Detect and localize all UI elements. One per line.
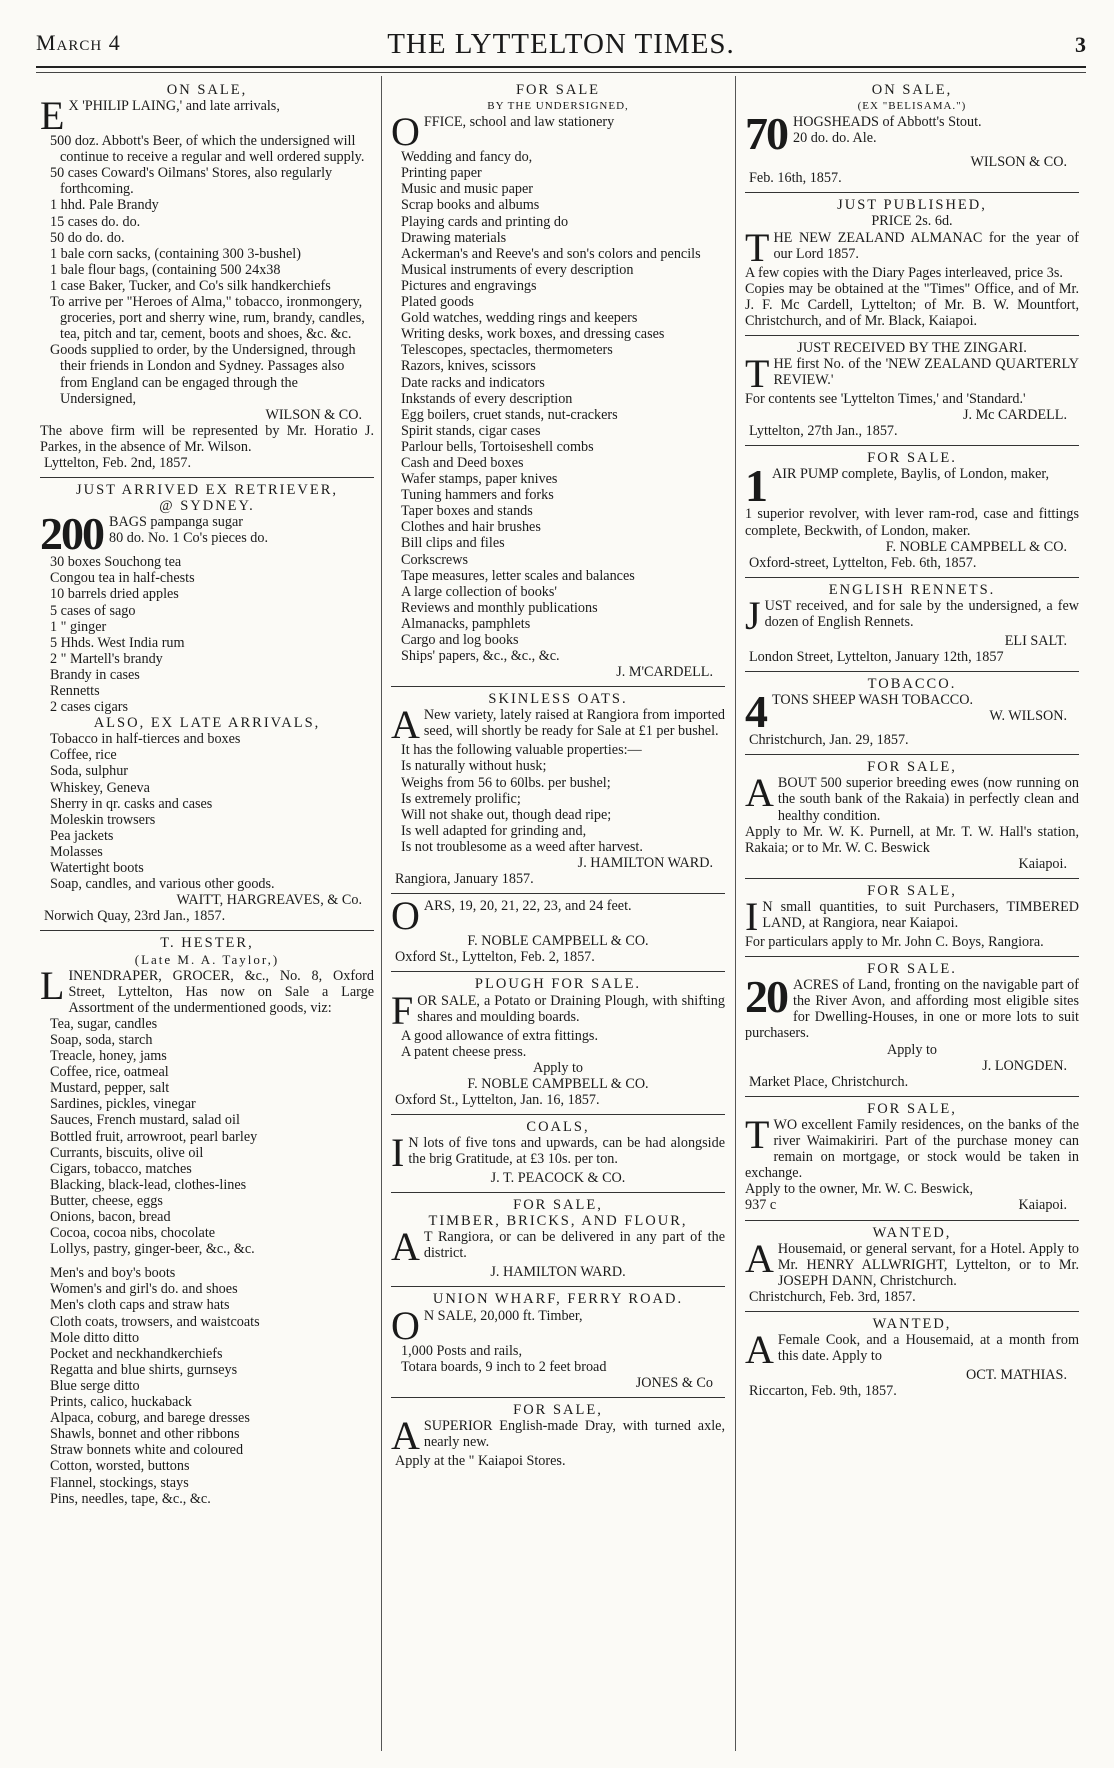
ad-air-pump — [745, 446, 1079, 577]
list-item: Almanacks, pamphlets — [401, 615, 531, 632]
list-item: Egg boilers, cruet stands, nut-crackers — [401, 406, 618, 423]
ad-intro: TONS SHEEP WASH TOBACCO. — [772, 692, 974, 709]
ad-heading: T. HESTER, — [160, 935, 254, 952]
big-number: 70 — [745, 114, 787, 155]
list-item: Clothes and hair brushes — [401, 519, 541, 536]
list-item: Tobacco in half-tierces and boxes — [50, 731, 241, 748]
list-item: Mole ditto ditto — [50, 1329, 140, 1346]
list-item: Playing cards and printing do — [401, 213, 569, 230]
ad-heading: FOR SALE, — [867, 1100, 957, 1117]
ad-heading: JUST RECEIVED BY THE ZINGARI. — [797, 339, 1027, 356]
list-item: Pictures and engravings — [401, 277, 537, 294]
column-2 — [391, 78, 725, 1475]
list-item: A patent cheese press. — [401, 1043, 527, 1060]
list-item: 1,000 Posts and rails, — [401, 1342, 522, 1359]
list-item: 5 cases of sago — [50, 602, 136, 619]
list-item: Tuning hammers and forks — [401, 487, 554, 504]
ad-signature: F. NOBLE CAMPBELL & CO. — [885, 538, 1067, 555]
column-rule-1 — [381, 76, 382, 1751]
item-list — [391, 1343, 725, 1375]
ad-family-residences — [745, 1097, 1079, 1221]
drop-cap: O — [391, 1307, 420, 1343]
ad-timber-bricks-flour — [391, 1193, 725, 1287]
list-item: Is not troublesome as a weed after harvest. — [401, 838, 643, 855]
ad-body-1: For contents see 'Lyttelton Times,' and 'Standard.' — [745, 391, 1026, 408]
masthead-rule — [36, 72, 1086, 73]
ad-heading: SKINLESS OATS. — [488, 691, 628, 708]
list-item: Coffee, rice — [50, 747, 117, 764]
list-item: It has the following valuable properties:— — [401, 742, 642, 759]
list-item: Tape measures, letter scales and balances — [401, 567, 635, 584]
list-item: Ackerman's and Reeve's and son's colors and pencils — [401, 245, 701, 262]
list-item: Currants, biscuits, olive oil — [50, 1144, 204, 1161]
list-item: A large collection of books' — [401, 583, 557, 600]
list-item: Treacle, honey, jams — [50, 1048, 167, 1065]
drop-cap: J — [745, 597, 761, 633]
ad-stout — [745, 78, 1079, 193]
list-item: 15 cases do. do. — [50, 213, 141, 230]
ad-heading: FOR SALE, — [867, 882, 957, 899]
list-item: Goods supplied to order, by the Undersigned, through their friends in London and Sydney. Passages also from England can be engaged through the Undersigned, — [50, 342, 356, 407]
list-item: Moleskin trowsers — [50, 811, 156, 828]
ad-intro: AIR PUMP complete, Baylis, of London, maker, — [772, 466, 1050, 483]
drop-cap: T — [745, 1116, 770, 1157]
ad-signature: J. Mc CARDELL. — [962, 407, 1067, 424]
ad-wanted-housemaid — [745, 1221, 1079, 1312]
list-item: Congou tea in half-chests — [50, 570, 195, 587]
list-item: Alpaca, coburg, and barege dresses — [50, 1410, 250, 1427]
ad-intro: FFICE, school and law stationery — [423, 114, 615, 131]
ad-body-1: Apply to the owner, Mr. W. C. Beswick, — [745, 1181, 973, 1198]
ad-intro: N lots of five tons and upwards, can be had alongside the brig Gratitude, at £3 10s. per ton. — [408, 1135, 725, 1168]
ad-body-1: 1 superior revolver, with lever ram-rod, case and fittings complete, Beckwith, of London, maker. — [745, 506, 1079, 539]
list-item: Reviews and monthly publications — [401, 599, 598, 616]
drop-cap: A — [745, 775, 774, 816]
ad-date: Lyttelton, Feb. 2nd, 1857. — [44, 454, 191, 471]
list-item: 10 barrels dried apples — [50, 586, 179, 603]
ad-timbered-land — [745, 879, 1079, 957]
list-item: Cotton, worsted, buttons — [50, 1458, 190, 1475]
list-item: Plated goods — [401, 294, 474, 311]
list-item: Soda, sulphur — [50, 763, 129, 780]
ad-date: Oxford-street, Lyttelton, Feb. 6th, 1857. — [749, 554, 977, 571]
list-item: Is extremely prolific; — [401, 790, 521, 807]
list-item: Razors, knives, scissors — [401, 358, 536, 375]
list-item: Shawls, bonnet and other ribbons — [50, 1426, 240, 1443]
list-item: 1 hhd. Pale Brandy — [50, 197, 159, 214]
ad-heading: WANTED, — [872, 1315, 952, 1332]
ad-place: Kaiapoi. — [1018, 855, 1067, 872]
ad-intro: New variety, lately raised at Rangiora from imported seed, will shortly be ready for Sale at £1 per bushel. — [423, 707, 725, 740]
ad-subheading: @ SYDNEY. — [159, 498, 255, 515]
ad-heading: ON SALE, — [871, 82, 953, 98]
list-item: 5 Hhds. West India rum — [50, 634, 185, 651]
ad-date: Market Place, Christchurch. — [749, 1073, 909, 1090]
list-item: Bottled fruit, arrowroot, pearl barley — [50, 1128, 258, 1145]
ad-date: Oxford St., Lyttelton, Feb. 2, 1857. — [395, 949, 595, 966]
ad-heading: FOR SALE. — [867, 961, 957, 978]
ad-signature: F. NOBLE CAMPBELL & CO. — [467, 933, 649, 950]
ad-heading-2: TIMBER, BRICKS, AND FLOUR, — [428, 1213, 688, 1230]
list-item: Pocket and neckhandkerchiefs — [50, 1345, 223, 1362]
big-number: 1 — [745, 466, 766, 507]
ad-date: Christchurch, Jan. 29, 1857. — [749, 732, 909, 749]
ad-date: Norwich Quay, 23rd Jan., 1857. — [44, 908, 226, 925]
ad-place: Kaiapoi. — [1018, 1197, 1067, 1214]
big-number: 20 — [745, 977, 787, 1023]
ad-union-wharf — [391, 1287, 725, 1397]
list-item: Sherry in qr. casks and cases — [50, 795, 213, 812]
ad-second-line: 80 do. No. 1 Co's pieces do. — [109, 530, 268, 547]
drop-cap: T — [745, 229, 770, 265]
list-item: Soap, candles, and various other goods. — [50, 876, 275, 893]
ad-signature: J. M'CARDELL. — [616, 664, 713, 681]
ad-date: Feb. 16th, 1857. — [749, 170, 842, 187]
ad-signature: JONES & Co — [635, 1374, 713, 1391]
list-item: Cocoa, cocoa nibs, chocolate — [50, 1225, 216, 1242]
ad-heading: ENGLISH RENNETS. — [828, 581, 996, 598]
ad-signature: F. NOBLE CAMPBELL & CO. — [467, 1075, 649, 1092]
column-3 — [745, 78, 1079, 1405]
ad-intro: Housemaid, or general servant, for a Hotel. Apply to Mr. HENRY ALLWRIGHT, Lyttelton, or to Mr. JOSEPH DANN, Christchurch. — [777, 1240, 1079, 1289]
ad-signature: W. WILSON. — [989, 708, 1067, 725]
ad-coals — [391, 1115, 725, 1193]
list-item: Men's and boy's boots — [50, 1265, 176, 1282]
ad-subheading: (Late M. A. Taylor,) — [134, 951, 280, 967]
list-item: Scrap books and albums — [401, 197, 540, 214]
issue-date: March 4 — [36, 30, 121, 55]
list-item: 1 " ginger — [50, 618, 107, 635]
list-item: 1 case Baker, Tucker, and Co's silk handkerchiefs — [50, 277, 331, 294]
list-item: Printing paper — [401, 165, 482, 182]
list-item: 50 do do. do. — [50, 229, 125, 246]
list-item: Women's and girl's do. and shoes — [50, 1281, 238, 1298]
ad-intro: OR SALE, a Potato or Draining Plough, with shifting shares and moulding boards. — [417, 992, 725, 1025]
ad-signature: J. HAMILTON WARD. — [577, 855, 713, 872]
ad-reference: 937 c — [745, 1197, 777, 1214]
drop-cap: I — [745, 899, 759, 934]
list-item: Mustard, pepper, salt — [50, 1080, 170, 1097]
list-item: Rennetts — [50, 683, 100, 699]
list-item: Prints, calico, huckaback — [50, 1394, 192, 1411]
list-item: 1 bale corn sacks, (containing 300 3-bushel) — [50, 245, 301, 262]
ad-intro: HE NEW ZEALAND ALMANAC for the year of our Lord 1857. — [773, 229, 1079, 262]
ad-retriever — [40, 478, 374, 931]
ad-heading: FOR SALE. — [867, 450, 957, 467]
ad-almanac — [745, 193, 1079, 336]
list-item: Pea jackets — [50, 827, 114, 844]
list-item: Cigars, tobacco, matches — [50, 1160, 192, 1177]
list-item: Drawing materials — [401, 229, 507, 246]
newspaper-title: THE LYTTELTON TIMES. — [387, 28, 735, 60]
list-item: Regatta and blue shirts, gurnseys — [50, 1361, 238, 1378]
list-item: Whiskey, Geneva — [50, 779, 150, 796]
drop-cap: A — [391, 1417, 420, 1453]
list-item: Blue serge ditto — [50, 1377, 140, 1394]
list-item: Onions, bacon, bread — [50, 1209, 171, 1225]
list-item: Soap, soda, starch — [50, 1031, 153, 1048]
ad-heading: TOBACCO. — [867, 676, 957, 693]
list-item: Brandy in cases — [50, 666, 140, 683]
list-item: Parlour bells, Tortoiseshell combs — [401, 438, 594, 455]
item-list-2 — [40, 1265, 374, 1506]
list-item: Music and music paper — [401, 181, 533, 198]
item-list — [391, 149, 725, 664]
ad-heading: JUST PUBLISHED, — [837, 197, 987, 214]
list-item: Blacking, black-lead, clothes-lines — [50, 1176, 247, 1193]
ad-hester — [40, 931, 374, 1512]
list-item: Wedding and fancy do, — [401, 149, 533, 166]
list-item: To arrive per "Heroes of Alma," tobacco, ironmongery, groceries, port and sherry wine, rum, brandy, candles, tea, pitch and tar, cement, boots and shoes, &c. &c. — [50, 294, 365, 343]
list-item: Wafer stamps, paper knives — [401, 471, 558, 488]
list-item: 30 boxes Souchong tea — [50, 554, 182, 571]
ad-note: The above firm will be represented by Mr. Horatio J. Parkes, in the absence of Mr. Wilson. — [40, 422, 374, 455]
list-item: Will not shake out, though dead ripe; — [401, 806, 612, 823]
ad-heading: JUST ARRIVED EX RETRIEVER, — [76, 482, 338, 499]
ad-signature: J. HAMILTON WARD. — [490, 1264, 626, 1281]
column-1 — [40, 78, 374, 1513]
ad-first-line: BAGS pampanga sugar — [109, 514, 243, 531]
ad-intro: UST received, and for sale by the undersigned, a few dozen of English Rennets. — [764, 597, 1079, 630]
ad-intro: INENDRAPER, GROCER, &c., No. 8, Oxford Street, Lyttelton, Has now on Sale a Large Assortment of the undermentioned goods, viz: — [68, 967, 374, 1016]
ad-signature: WAITT, HARGREAVES, & Co. — [176, 892, 362, 909]
ad-date: Christchurch, Feb. 3rd, 1857. — [749, 1288, 916, 1305]
list-item: Taper boxes and stands — [401, 503, 533, 520]
list-item: Gold watches, wedding rings and keepers — [401, 310, 638, 327]
big-number: 200 — [40, 514, 103, 555]
list-item: Watertight boots — [50, 860, 144, 877]
ad-intro: ARS, 19, 20, 21, 22, 23, and 24 feet. — [423, 898, 632, 915]
ad-subheading: (EX "BELISAMA.") — [857, 100, 967, 113]
list-item: Cargo and log books — [401, 632, 519, 648]
ad-body-2: Copies may be obtained at the "Times" Office, and of Mr. J. F. Mc Cardell, Lyttelton; of Mr. B. W. Mountfort, Christchurch, and of Mr. Black, Kaiapoi. — [745, 280, 1079, 329]
list-item: Inkstands of every description — [401, 390, 573, 407]
ad-plough — [391, 972, 725, 1115]
list-item: 1 bale flour bags, (containing 500 24x38 — [50, 261, 281, 278]
ad-subheading: BY THE UNDERSIGNED, — [487, 100, 629, 113]
ad-apply: Apply at the " Kaiapoi Stores. — [395, 1452, 566, 1469]
ad-intro: SUPERIOR English-made Dray, with turned axle, nearly new. — [423, 1417, 725, 1450]
ad-oars — [391, 894, 725, 972]
list-item: 2 cases cigars — [50, 699, 128, 716]
ad-intro: N small quantities, to suit Purchasers, TIMBERED LAND, at Rangiora, near Kaiapoi. — [762, 899, 1079, 932]
list-item: Corkscrews — [401, 551, 468, 568]
drop-cap: I — [391, 1135, 405, 1171]
ad-date: London Street, Lyttelton, January 12th, 1857 — [749, 648, 1004, 665]
ad-body-1: For particulars apply to Mr. John C. Boys, Rangiora. — [745, 934, 1044, 950]
ad-body-1: A few copies with the Diary Pages interleaved, price 3s. — [745, 264, 1063, 281]
ad-intro: ACRES of Land, fronting on the navigable part of the River Avon, and affording most eligible sites for Dwelling-Houses, in one or more lots to suit purchasers. — [745, 977, 1079, 1042]
ad-tobacco — [745, 672, 1079, 755]
ad-heading-2: ALSO, EX LATE ARRIVALS, — [93, 715, 321, 732]
ad-intro: HE first No. of the 'NEW ZEALAND QUARTERLY REVIEW.' — [773, 356, 1079, 389]
ad-price: PRICE 2s. 6d. — [871, 213, 953, 230]
masthead — [36, 28, 1086, 68]
ad-signature: WILSON & CO. — [970, 154, 1067, 171]
ad-heading: FOR SALE, — [867, 759, 957, 776]
ad-dray — [391, 1398, 725, 1475]
ad-signature: ELI SALT. — [1004, 632, 1067, 649]
list-item: Musical instruments of every description — [401, 261, 634, 278]
item-list — [391, 1028, 725, 1060]
list-item: A good allowance of extra fittings. — [401, 1027, 598, 1044]
ad-stationery — [391, 78, 725, 687]
ad-heading: PLOUGH FOR SALE. — [474, 976, 642, 993]
drop-cap: L — [40, 967, 65, 1008]
list-item: Totara boards, 9 inch to 2 feet broad — [401, 1358, 607, 1375]
list-item: Bill clips and files — [401, 535, 505, 552]
list-item: Men's cloth caps and straw hats — [50, 1297, 230, 1314]
list-item: Flannel, stockings, stays — [50, 1474, 189, 1491]
drop-cap: A — [745, 1332, 774, 1368]
list-item: Straw bonnets white and coloured — [50, 1442, 244, 1459]
list-item: Butter, cheese, eggs — [50, 1192, 163, 1209]
ad-heading: FOR SALE, — [513, 1197, 603, 1214]
ad-english-rennets — [745, 578, 1079, 672]
list-item: Molasses — [50, 843, 103, 860]
big-number: 4 — [745, 692, 766, 733]
ad-signature: J. T. PEACOCK & CO. — [490, 1170, 626, 1187]
ad-date: Riccarton, Feb. 9th, 1857. — [749, 1383, 897, 1400]
ad-signature: OCT. MATHIAS. — [965, 1367, 1067, 1384]
drop-cap: O — [391, 114, 420, 150]
list-item: Sauces, French mustard, salad oil — [50, 1112, 240, 1129]
item-list — [391, 742, 725, 855]
drop-cap: O — [391, 898, 420, 934]
ad-breeding-ewes — [745, 755, 1079, 879]
list-item: Pins, needles, tape, &c., &c. — [50, 1490, 211, 1507]
ad-heading: ON SALE, — [166, 82, 248, 98]
drop-cap: A — [745, 1240, 774, 1281]
ad-apply: Apply to — [886, 1041, 938, 1058]
ad-signature: J. LONGDEN. — [982, 1057, 1067, 1074]
list-item: Date racks and indicators — [401, 374, 545, 391]
ad-intro: Female Cook, and a Housemaid, at a month from this date. Apply to — [777, 1332, 1079, 1365]
ad-heading: UNION WHARF, FERRY ROAD. — [432, 1291, 684, 1308]
ad-quarterly-review — [745, 336, 1079, 446]
item-list — [40, 133, 374, 407]
list-item: Cash and Deed boxes — [401, 454, 524, 471]
ad-twenty-acres — [745, 957, 1079, 1097]
ad-heading: FOR SALE — [515, 82, 601, 98]
column-rule-2 — [735, 76, 736, 1751]
ad-second-line: 20 do. do. Ale. — [793, 130, 877, 147]
drop-cap: F — [391, 992, 414, 1028]
list-item: Tea, sugar, candles — [50, 1015, 158, 1032]
drop-cap: A — [391, 707, 420, 743]
ad-date: Rangiora, January 1857. — [395, 871, 534, 888]
list-item: Is well adapted for grinding and, — [401, 822, 587, 839]
ad-heading: FOR SALE, — [513, 1401, 603, 1418]
list-item: Ships' papers, &c., &c., &c. — [401, 648, 560, 665]
list-item: Weighs from 56 to 60lbs. per bushel; — [401, 774, 611, 791]
ad-intro: BOUT 500 superior breeding ewes (now running on the south bank of the Rakaia) in perfectly clean and healthy condition. — [777, 775, 1079, 824]
ad-apply: Apply to — [532, 1059, 584, 1076]
ad-intro: X 'PHILIP LAING,' and late arrivals, — [68, 98, 280, 115]
ad-wanted-cook — [745, 1312, 1079, 1405]
list-item: Spirit stands, cigar cases — [401, 422, 541, 439]
ad-intro: T Rangiora, or can be delivered in any part of the district. — [423, 1229, 725, 1262]
ad-signature: WILSON & CO. — [265, 406, 362, 423]
list-item: 2 " Martell's brandy — [50, 650, 163, 667]
list-item: 500 doz. Abbott's Beer, of which the undersigned will continue to receive a regular and well ordered supply. — [50, 133, 365, 166]
item-list-2 — [40, 731, 374, 892]
ad-intro: WO excellent Family residences, on the banks of the river Waimakiriri. Part of the purchase money can remain on mortgage, or stock would be taken in exchange. — [745, 1116, 1079, 1182]
list-item: Writing desks, work boxes, and dressing cases — [401, 326, 665, 343]
list-item: Telescopes, spectacles, thermometers — [401, 342, 613, 359]
list-item: Coffee, rice, oatmeal — [50, 1064, 169, 1081]
ad-heading: WANTED, — [872, 1224, 952, 1241]
list-item: 50 cases Coward's Oilmans' Stores, also regularly forthcoming. — [50, 165, 333, 198]
ad-first-line: HOGSHEADS of Abbott's Stout. — [793, 114, 982, 131]
list-item: Cloth coats, trowsers, and waistcoats — [50, 1313, 260, 1330]
page-number: 3 — [1075, 32, 1086, 57]
item-list — [40, 1016, 374, 1257]
item-list — [40, 554, 374, 715]
list-item: Sardines, pickles, vinegar — [50, 1096, 196, 1113]
ad-date: Lyttelton, 27th Jan., 1857. — [749, 423, 898, 440]
ad-date: Oxford St., Lyttelton, Jan. 16, 1857. — [395, 1091, 600, 1108]
drop-cap: E — [40, 98, 65, 134]
list-item: Lollys, pastry, ginger-beer, &c., &c. — [50, 1241, 255, 1258]
drop-cap: T — [745, 356, 770, 392]
ad-philip-laing — [40, 78, 374, 478]
ad-body-1: Apply to Mr. W. K. Purnell, at Mr. T. W. Hall's station, Rakaia; or to Mr. W. C. Beswick — [745, 823, 1079, 856]
ad-heading: COALS, — [526, 1118, 590, 1135]
list-item: Is naturally without husk; — [401, 758, 547, 775]
ad-skinless-oats — [391, 687, 725, 894]
ad-intro: N SALE, 20,000 ft. Timber, — [423, 1307, 583, 1324]
drop-cap: A — [391, 1229, 420, 1265]
